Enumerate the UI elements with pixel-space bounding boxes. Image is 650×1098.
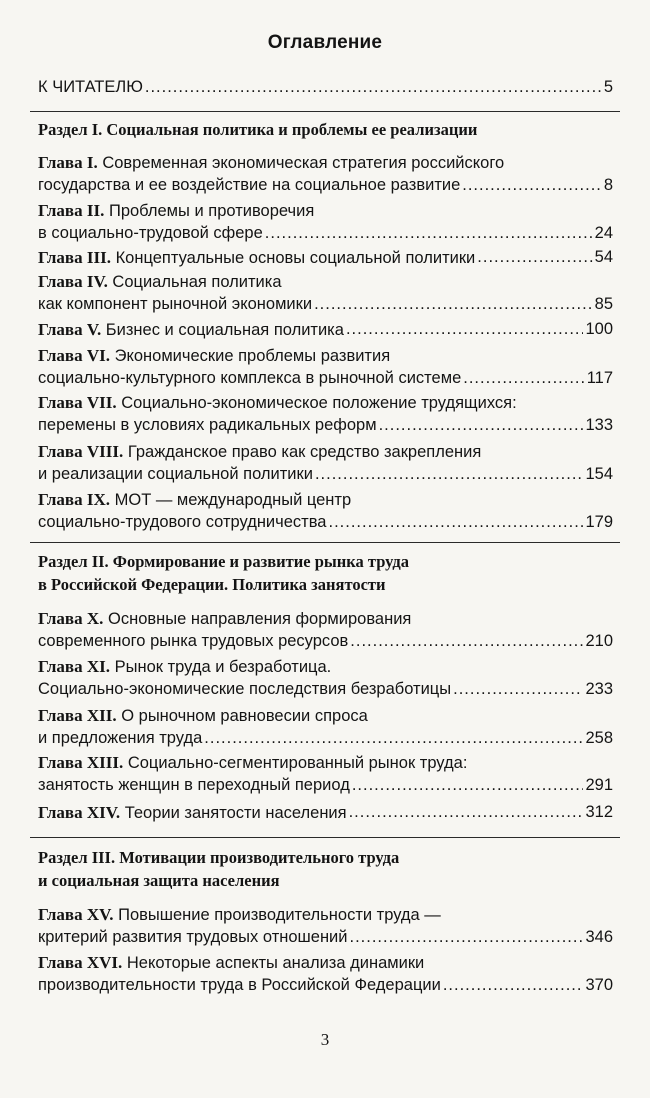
page-ref: 312 xyxy=(585,803,613,821)
entry-text: МОТ — международный центр xyxy=(114,491,352,509)
section-heading-line: Раздел I. Социальная политика и проблемы ее реализации xyxy=(38,120,478,139)
page-ref: 117 xyxy=(586,369,613,387)
page-ref: 24 xyxy=(594,224,613,242)
entry-text: К ЧИТАТЕЛЮ xyxy=(38,78,143,96)
dot-leader xyxy=(350,926,584,949)
entry-text: Бизнес и социальная политика xyxy=(105,321,344,339)
page-ref: 210 xyxy=(585,632,613,650)
entry-text: Социально-экономические последствия безработицы xyxy=(38,680,452,698)
entry-text: Рынок труда и безработица. xyxy=(114,658,332,676)
toc-entry xyxy=(38,246,613,269)
chapter-label: Глава XII. xyxy=(38,706,117,725)
chapter-label: Глава II. xyxy=(38,201,105,220)
dot-leader xyxy=(145,76,602,99)
page-ref: 154 xyxy=(585,465,613,483)
entry-text: как компонент рыночной экономики xyxy=(38,295,313,313)
chapter-label: Глава VI. xyxy=(38,346,111,365)
toc-entry xyxy=(38,270,613,316)
toc-entry xyxy=(38,903,613,949)
entry-text: Проблемы и противоречия xyxy=(108,202,315,220)
dot-leader xyxy=(328,511,583,534)
toc-entry xyxy=(38,318,613,341)
chapter-label: Глава XI. xyxy=(38,657,111,676)
entry-text: Современная экономическая стратегия российского xyxy=(102,154,505,172)
dot-leader xyxy=(379,414,584,437)
entry-text: Теории занятости населения xyxy=(124,804,347,822)
chapter-label: Глава XV. xyxy=(38,905,114,924)
chapter-label: Глава XIV. xyxy=(38,803,121,822)
entry-text: Социально-сегментированный рынок труда: xyxy=(127,754,468,772)
entry-text: перемены в условиях радикальных реформ xyxy=(38,416,377,434)
section-heading-line: Раздел II. Формирование и развитие рынка труда xyxy=(38,552,409,571)
entry-text: производительности труда в Российской Федерации xyxy=(38,976,441,994)
chapter-label: Глава V. xyxy=(38,320,102,339)
entry-text: Гражданское право как средство закрепления xyxy=(127,443,482,461)
entry-text: Экономические проблемы развития xyxy=(114,347,391,365)
page-ref: 291 xyxy=(585,776,613,794)
entry-text: О рыночном равновесии спроса xyxy=(121,707,368,725)
chapter-label: Глава XVI. xyxy=(38,953,123,972)
entry-text: Повышение производительности труда — xyxy=(118,906,441,924)
chapter-label: Глава XIII. xyxy=(38,753,124,772)
dot-leader xyxy=(477,246,592,269)
toc-entry xyxy=(38,391,613,437)
chapter-label: Глава IX. xyxy=(38,490,111,509)
dot-leader xyxy=(265,222,593,245)
toc-entry xyxy=(38,440,613,486)
dot-leader xyxy=(349,801,584,824)
toc-entry xyxy=(38,488,613,534)
page-ref: 54 xyxy=(594,248,613,266)
section-heading-line: и социальная защита населения xyxy=(38,871,280,890)
dot-leader xyxy=(453,678,583,701)
section-heading-1 xyxy=(38,118,613,141)
section-heading-2 xyxy=(38,550,613,596)
entry-text: социально-трудового сотрудничества xyxy=(38,513,327,531)
page-ref: 8 xyxy=(603,176,613,194)
dot-leader xyxy=(346,318,584,341)
page-ref: 85 xyxy=(594,295,613,313)
page-ref: 179 xyxy=(585,513,613,531)
section-heading-line: в Российской Федерации. Политика занятости xyxy=(38,575,386,594)
section-divider xyxy=(30,542,620,543)
toc-entry xyxy=(38,344,613,390)
toc-entry xyxy=(38,704,613,750)
entry-text: Некоторые аспекты анализа динамики xyxy=(126,954,425,972)
section-heading-line: Раздел III. Мотивации производительного труда xyxy=(38,848,400,867)
toc-entry xyxy=(38,801,613,824)
entry-text: Концептуальные основы социальной политики xyxy=(115,249,476,267)
toc-entry xyxy=(38,951,613,997)
entry-text: занятость женщин в переходный период xyxy=(38,776,350,794)
entry-text: Основные направления формирования xyxy=(108,610,412,628)
chapter-label: Глава X. xyxy=(38,609,104,628)
dot-leader xyxy=(315,463,584,486)
dot-leader xyxy=(462,174,602,197)
dot-leader xyxy=(463,367,584,390)
chapter-label: Глава I. xyxy=(38,153,98,172)
page-ref: 100 xyxy=(585,320,613,338)
dot-leader xyxy=(204,727,583,750)
toc-entry xyxy=(38,151,613,197)
chapter-label: Глава IV. xyxy=(38,272,108,291)
section-divider xyxy=(30,837,620,838)
toc-entry xyxy=(38,655,613,701)
dot-leader xyxy=(314,293,593,316)
toc-entry xyxy=(38,199,613,245)
toc-entry xyxy=(38,607,613,653)
section-divider xyxy=(30,111,620,112)
toc-entry xyxy=(38,751,613,797)
toc-title: Оглавление xyxy=(267,32,383,53)
section-heading-3 xyxy=(38,846,613,892)
chapter-label: Глава VIII. xyxy=(38,442,124,461)
dot-leader xyxy=(352,774,584,797)
page-ref: 346 xyxy=(585,928,613,946)
entry-text: социально-культурного комплекса в рыночной системе xyxy=(38,369,462,387)
entry-text: современного рынка трудовых ресурсов xyxy=(38,632,349,650)
page-ref: 5 xyxy=(603,78,613,96)
entry-text: и предложения труда xyxy=(38,729,203,747)
page-ref: 258 xyxy=(585,729,613,747)
entry-text: критерий развития трудовых отношений xyxy=(38,928,348,946)
page-number: 3 xyxy=(320,1030,330,1049)
entry-text: Социальная политика xyxy=(112,273,282,291)
toc-entry-reader xyxy=(38,76,613,99)
dot-leader xyxy=(443,974,584,997)
page-ref: 233 xyxy=(585,680,613,698)
entry-text: в социально-трудовой сфере xyxy=(38,224,263,242)
page-ref: 133 xyxy=(585,416,613,434)
entry-text: Социально-экономическое положение трудящихся: xyxy=(121,394,517,412)
chapter-label: Глава VII. xyxy=(38,393,117,412)
dot-leader xyxy=(350,630,583,653)
chapter-label: Глава III. xyxy=(38,248,111,267)
entry-text: и реализации социальной политики xyxy=(38,465,313,483)
page-ref: 370 xyxy=(585,976,613,994)
entry-text: государства и ее воздействие на социальное развитие xyxy=(38,176,461,194)
